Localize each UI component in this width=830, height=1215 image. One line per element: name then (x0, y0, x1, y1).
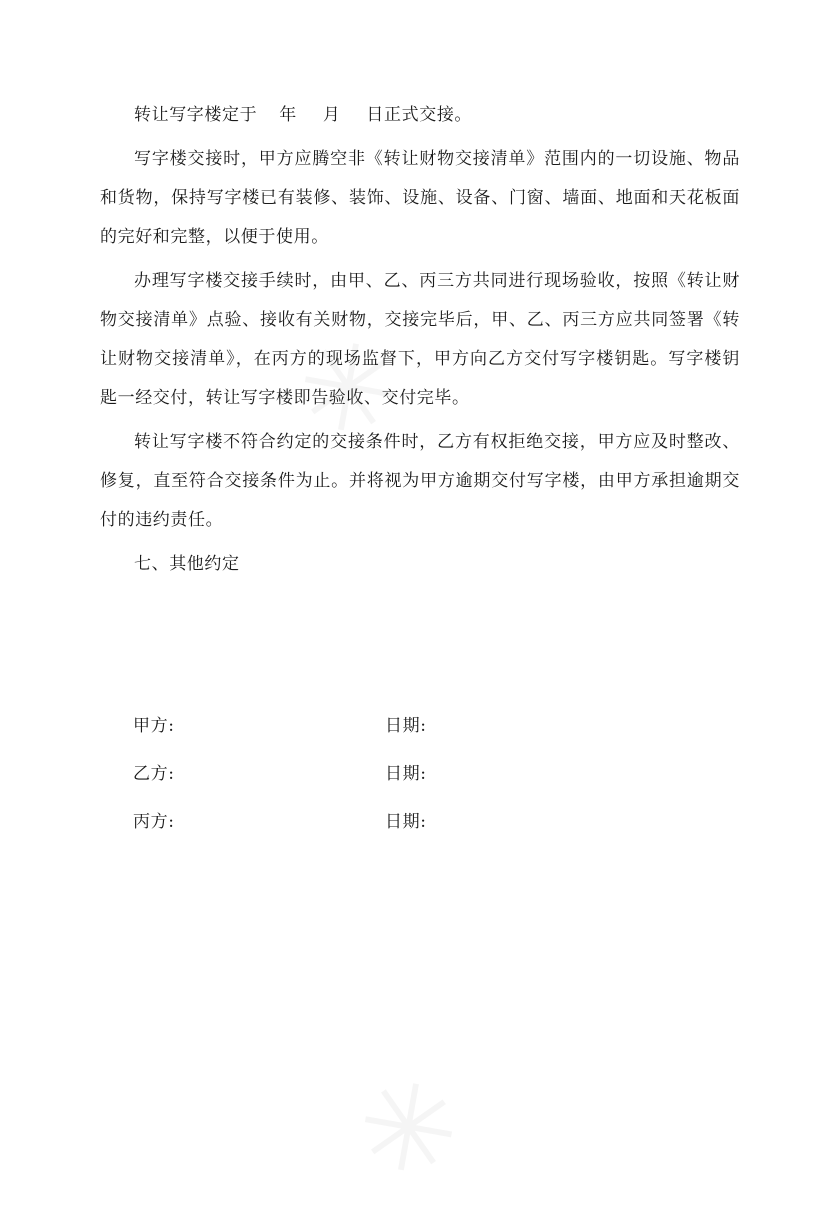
handover-date-prefix: 转让写字楼定于 (134, 105, 258, 125)
date-label: 日期: (385, 812, 427, 832)
signature-row (133, 708, 533, 756)
party-label: 甲方: (133, 716, 175, 736)
section-title: 七、其他约定 (134, 554, 240, 574)
signature-block (133, 708, 533, 852)
signature-row (133, 756, 533, 804)
month-label: 月 (322, 105, 341, 125)
day-suffix: 日正式交接。 (366, 105, 473, 125)
year-label: 年 (279, 105, 297, 125)
date-label: 日期: (385, 764, 427, 784)
date-label: 日期: (385, 716, 427, 736)
watermark (329, 1044, 491, 1215)
party-label: 丙方: (133, 812, 175, 832)
handover-rejection-paragraph: 转让写字楼不符合约定的交接条件时，乙方有权拒绝交接，甲方应及时整改、修复，直至符合交接条件为止。并将视为甲方逾期交付写字楼，由甲方承担逾期交付的违约责任。 (100, 432, 740, 530)
handover-conditions-paragraph: 写字楼交接时，甲方应腾空非《转让财物交接清单》范围内的一切设施、物品和货物，保持写字楼已有装修、装饰、设施、设备、门窗、墙面、地面和天花板面的完好和完整，以便于使用。 (100, 149, 740, 247)
party-label: 乙方: (133, 764, 175, 784)
handover-date-paragraph (100, 96, 740, 135)
signature-row (133, 804, 533, 852)
handover-procedure-paragraph: 办理写字楼交接手续时，由甲、乙、丙三方共同进行现场验收，按照《转让财物交接清单》点验、接收有关财物，交接完毕后，甲、乙、丙三方应共同签署《转让财物交接清单》，在丙方的现场监督下，甲方向乙方交付写字楼钥匙。写字楼钥匙一经交付，转让写字楼即告验收、交付完毕。 (100, 271, 740, 408)
document-body (100, 96, 740, 584)
